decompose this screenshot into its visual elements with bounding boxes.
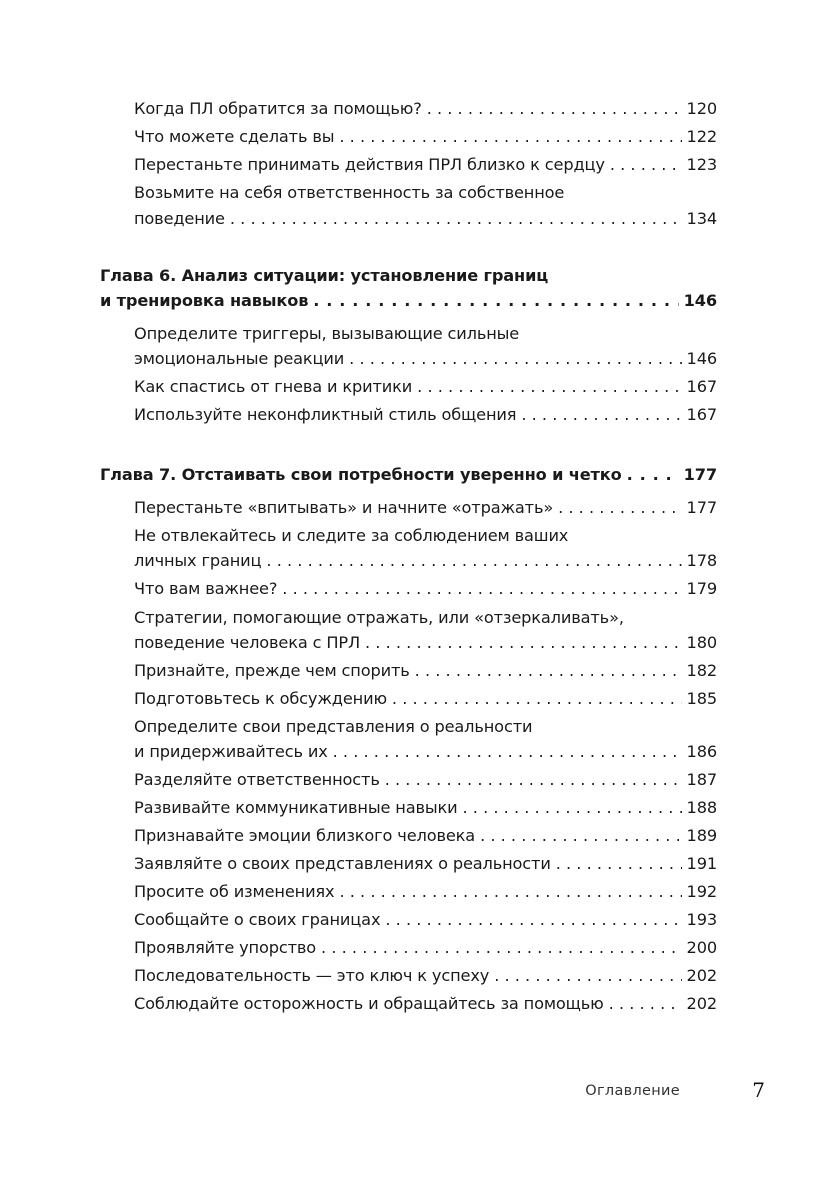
toc-entry-page: 179 xyxy=(686,579,717,598)
dot-leader xyxy=(266,548,681,574)
dot-leader xyxy=(349,346,681,372)
toc-entry-page: 188 xyxy=(686,798,717,817)
toc-entry-title: Признавайте эмоции близкого человека xyxy=(134,826,476,845)
toc-entry[interactable] xyxy=(134,879,717,905)
dot-leader xyxy=(333,739,682,765)
chapter-heading[interactable] xyxy=(100,288,717,314)
toc-entry-page: 167 xyxy=(686,405,717,424)
dot-leader xyxy=(494,963,681,989)
toc-entry-title: Что можете сделать вы xyxy=(134,127,335,146)
toc-entry[interactable] xyxy=(134,96,717,122)
toc-entry[interactable] xyxy=(134,851,717,877)
dot-leader xyxy=(321,935,682,961)
toc-entry[interactable] xyxy=(134,686,717,712)
toc-entry-title: Сообщайте о своих границах xyxy=(134,910,381,929)
toc-entry-page: 202 xyxy=(686,966,717,985)
toc-entry-title: Соблюдайте осторожность и обращайтесь за помощью xyxy=(134,994,604,1013)
toc-entry-title: Последовательность — это ключ к успеху xyxy=(134,966,490,985)
toc-entry-page: 192 xyxy=(686,882,717,901)
toc-entry[interactable] xyxy=(134,991,717,1017)
toc-entry[interactable] xyxy=(134,402,717,428)
dot-leader xyxy=(556,851,682,877)
toc-entry[interactable] xyxy=(134,658,717,684)
chapter-page: 146 xyxy=(683,291,717,310)
toc-entry-title: эмоциональные реакции xyxy=(134,349,345,368)
toc-entry[interactable] xyxy=(134,346,717,372)
dot-leader xyxy=(415,658,682,684)
dot-leader xyxy=(385,767,682,793)
toc-entry-title: Подготовьтесь к обсуждению xyxy=(134,689,387,708)
dot-leader xyxy=(609,991,682,1017)
dot-leader xyxy=(385,907,681,933)
dot-leader xyxy=(480,823,681,849)
dot-leader xyxy=(627,462,679,488)
toc-entry[interactable] xyxy=(134,767,717,793)
toc-entry-page: 146 xyxy=(686,349,717,368)
toc-entry-page: 191 xyxy=(686,854,717,873)
toc-entry-title: поведение xyxy=(134,209,225,228)
toc-entry-title: Используйте неконфликтный стиль общения xyxy=(134,405,517,424)
toc-entry[interactable] xyxy=(134,935,717,961)
toc-entry-page: 185 xyxy=(686,689,717,708)
toc-entry-page: 123 xyxy=(686,155,717,174)
toc-entry[interactable] xyxy=(134,630,717,656)
toc-entry-title: Развивайте коммуникативные навыки xyxy=(134,798,458,817)
running-footer-section-label: Оглавление xyxy=(585,1083,680,1099)
chapter-heading[interactable] xyxy=(100,462,717,488)
toc-entry-title: Признайте, прежде чем спорить xyxy=(134,661,410,680)
toc-entry-page: 193 xyxy=(686,910,717,929)
dot-leader xyxy=(558,495,681,521)
toc-entry-title: поведение человека с ПРЛ xyxy=(134,633,361,652)
dot-leader xyxy=(417,374,681,400)
dot-leader xyxy=(610,152,682,178)
dot-leader xyxy=(282,576,681,602)
toc-entry-page: 180 xyxy=(686,633,717,652)
toc-entry-title: и придерживайтесь их xyxy=(134,742,328,761)
dot-leader xyxy=(427,96,682,122)
toc-entry-title: Перестаньте «впитывать» и начните «отражать» xyxy=(134,498,554,517)
toc-entry-title: Просите об изменениях xyxy=(134,882,335,901)
toc-entry-title: Перестаньте принимать действия ПРЛ близко к сердцу xyxy=(134,155,605,174)
toc-entry-page: 187 xyxy=(686,770,717,789)
toc-entry-page: 182 xyxy=(686,661,717,680)
chapter-title: Глава 7. Отстаивать свои потребности уверенно и четко xyxy=(100,465,622,484)
toc-entry[interactable] xyxy=(134,823,717,849)
dot-leader xyxy=(462,795,681,821)
toc-entry-title: Заявляйте о своих представлениях о реальности xyxy=(134,854,551,873)
toc-entry-title: Как спастись от гнева и критики xyxy=(134,377,413,396)
dot-leader xyxy=(521,402,681,428)
toc-entry-title: Что вам важнее? xyxy=(134,579,278,598)
toc-entry-page: 189 xyxy=(686,826,717,845)
chapter-heading-line1[interactable]: Глава 6. Анализ ситуации: установление границ xyxy=(100,266,549,285)
toc-entry[interactable] xyxy=(134,548,717,574)
toc-entry[interactable] xyxy=(134,495,717,521)
toc-entry[interactable] xyxy=(134,907,717,933)
dot-leader xyxy=(339,879,681,905)
toc-entry-page: 134 xyxy=(686,209,717,228)
toc-entry-page: 120 xyxy=(686,99,717,118)
toc-entry-title-line1[interactable]: Определите свои представления о реальности xyxy=(134,717,533,736)
chapter-page: 177 xyxy=(683,465,717,484)
dot-leader xyxy=(339,124,681,150)
toc-entry[interactable] xyxy=(134,795,717,821)
chapter-title: и тренировка навыков xyxy=(100,291,309,310)
toc-entry[interactable] xyxy=(134,152,717,178)
toc-entry-title-line1[interactable]: Определите триггеры, вызывающие сильные xyxy=(134,324,520,343)
toc-entry-title: Разделяйте ответственность xyxy=(134,770,380,789)
toc-entry-title: личных границ xyxy=(134,551,262,570)
dot-leader xyxy=(365,630,682,656)
toc-entry-title-line1[interactable]: Стратегии, помогающие отражать, или «отзеркаливать», xyxy=(134,608,624,627)
toc-entry[interactable] xyxy=(134,206,717,232)
toc-entry-page: 178 xyxy=(686,551,717,570)
toc-entry[interactable] xyxy=(134,963,717,989)
toc-entry-title: Проявляйте упорство xyxy=(134,938,317,957)
toc-entry-page: 200 xyxy=(686,938,717,957)
toc-entry-page: 202 xyxy=(686,994,717,1013)
toc-entry-title-line1[interactable]: Возьмите на себя ответственность за собственное xyxy=(134,183,565,202)
page-number: 7 xyxy=(752,1078,765,1102)
toc-entry[interactable] xyxy=(134,374,717,400)
toc-entry-page: 122 xyxy=(686,127,717,146)
dot-leader xyxy=(313,288,678,314)
toc-entry[interactable] xyxy=(134,739,717,765)
dot-leader xyxy=(392,686,682,712)
toc-entry-title: Когда ПЛ обратится за помощью? xyxy=(134,99,422,118)
toc-entry[interactable] xyxy=(134,124,717,150)
toc-entry-page: 186 xyxy=(686,742,717,761)
toc-entry[interactable] xyxy=(134,576,717,602)
toc-entry-page: 167 xyxy=(686,377,717,396)
toc-entry-title-line1[interactable]: Не отвлекайтесь и следите за соблюдением ваших xyxy=(134,526,569,545)
toc-entry-page: 177 xyxy=(686,498,717,517)
dot-leader xyxy=(230,206,682,232)
